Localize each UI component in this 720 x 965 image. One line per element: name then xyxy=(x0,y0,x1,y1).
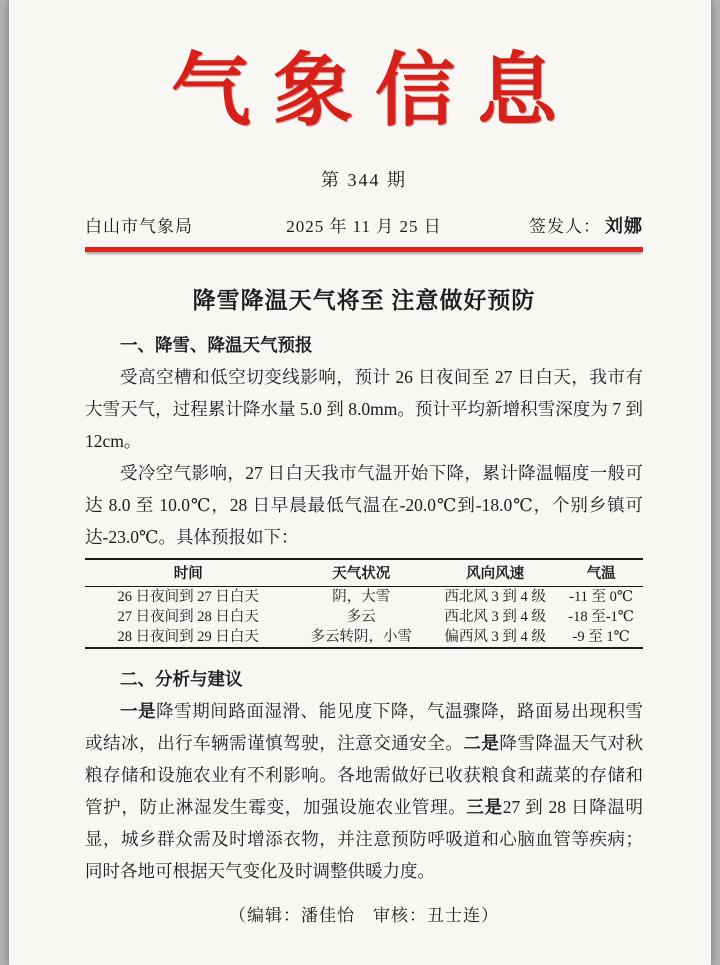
signer-label: 签发人： xyxy=(529,216,601,236)
forecast-table-header-row xyxy=(85,559,643,587)
issue-number: 第 344 期 xyxy=(321,169,407,190)
col-header-weather: 天气状况 xyxy=(291,559,431,587)
meta-row xyxy=(85,212,643,238)
cell-wind: 偏西风 3 到 4 级 xyxy=(444,628,546,645)
analysis-point2-lead: 二是 xyxy=(463,732,500,753)
cell-weather: 阴，大雪 xyxy=(332,588,391,605)
red-divider-rule xyxy=(85,247,643,252)
cell-time: 28 日夜间到 29 日白天 xyxy=(117,628,259,645)
signer-name: 刘娜 xyxy=(605,215,643,236)
col-header-wind: 风向风速 xyxy=(431,559,559,587)
masthead-title: 气象信息 xyxy=(171,48,579,136)
document-title: 降雪降温天气将至 注意做好预防 xyxy=(192,287,536,313)
forecast-table-row xyxy=(85,586,643,607)
section2-heading: 二、分析与建议 xyxy=(120,668,243,689)
col-header-temperature: 气温 xyxy=(559,559,643,587)
analysis-point1-text: 降雪期间路面湿滑、能见度下降，气温骤降，路面易出现积雪或结冰，出行车辆需谨慎驾驶，注意交通安全。 xyxy=(85,700,644,753)
cell-temperature: -11 至 0℃ xyxy=(569,588,634,605)
forecast-table-row xyxy=(85,627,643,648)
cell-wind: 西北风 3 到 4 级 xyxy=(444,588,546,605)
col-header-time: 时间 xyxy=(85,559,291,587)
cell-weather: 多云 xyxy=(346,608,376,625)
cell-temperature: -18 至-1℃ xyxy=(568,608,635,625)
forecast-table xyxy=(85,558,643,649)
cell-temperature: -9 至 1℃ xyxy=(572,628,630,645)
document-page xyxy=(9,0,711,965)
section1-heading: 一、降雪、降温天气预报 xyxy=(120,334,313,355)
signer-block xyxy=(529,212,643,238)
section1-paragraph-2: 受冷空气影响，27 日白天我市气温开始下降，累计降温幅度一般可达 8.0 至 10.0℃，28 日早晨最低气温在-20.0℃到-18.0℃，个别乡镇可达-23.0℃。具体预报如下： xyxy=(85,462,643,547)
forecast-table-row xyxy=(85,607,643,627)
cell-wind: 西北风 3 到 4 级 xyxy=(444,608,546,625)
analysis-paragraph xyxy=(85,695,643,887)
analysis-point1-lead: 一是 xyxy=(120,700,157,721)
section1-paragraph-1: 受高空槽和低空切变线影响，预计 26 日夜间至 27 日白天，我市有大雪天气，过程累计降水量 5.0 到 8.0mm。预计平均新增积雪深度为 7 到 12cm。 xyxy=(85,366,643,451)
analysis-point3-text: 27 到 28 日降温明显，城乡群众需及时增添衣物，并注意预防呼吸道和心脑血管等疾病；同时各地可根据天气变化及时调整供暖力度。 xyxy=(85,796,644,881)
cell-weather: 多云转阴，小雪 xyxy=(310,628,412,645)
agency-name: 白山市气象局 xyxy=(85,216,193,236)
issue-date: 2025 年 11 月 25 日 xyxy=(286,216,442,236)
cell-time: 26 日夜间到 27 日白天 xyxy=(117,588,259,605)
analysis-point2-text: 降雪降温天气对秋粮存储和设施农业有不利影响。各地需做好已收获粮食和蔬菜的存储和管护，防止淋湿发生霉变，加强设施农业管理。 xyxy=(85,732,644,817)
editor-reviewer-footer: （编辑：潘佳怡 审核：丑士连） xyxy=(229,905,499,925)
cell-time: 27 日夜间到 28 日白天 xyxy=(117,608,259,625)
analysis-point3-lead: 三是 xyxy=(466,796,503,817)
